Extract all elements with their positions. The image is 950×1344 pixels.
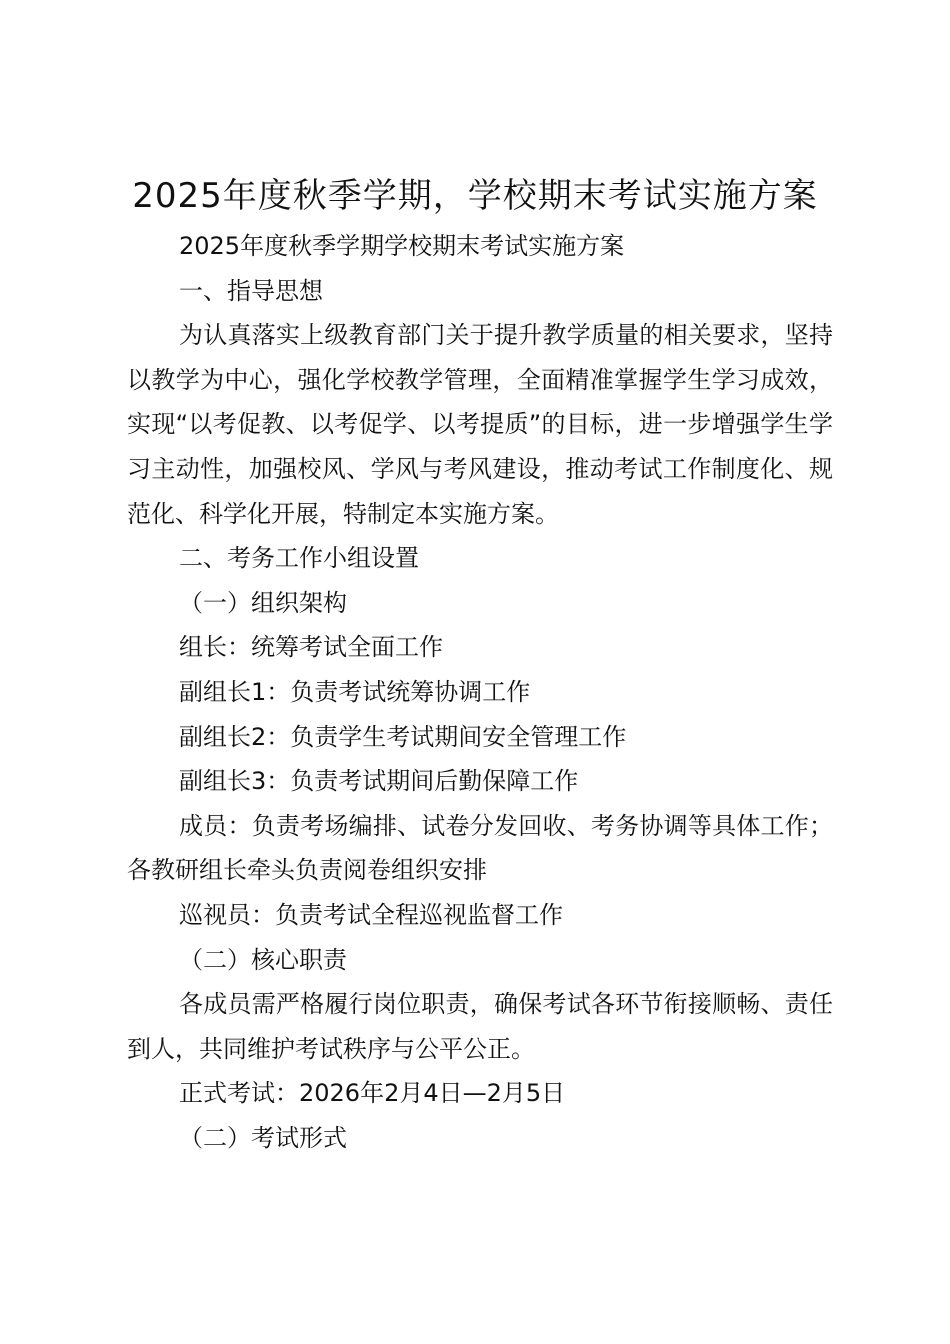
role-members: 成员：负责考场编排、试卷分发回收、考务协调等具体工作；各教研组长牵头负责阅卷组织安排 [127, 811, 833, 885]
role-inspector: 巡视员：负责考试全程巡视监督工作 [179, 900, 563, 929]
role-deputy-leader-2: 副组长2：负责学生考试期间安全管理工作 [179, 722, 627, 751]
section-heading-exam-team: 二、考务工作小组设置 [179, 544, 419, 573]
document-title: 2025年度秋季学期，学校期末考试实施方案 [132, 176, 818, 216]
role-deputy-leader-3: 副组长3：负责考试期间后勤保障工作 [179, 767, 579, 796]
subheading-exam-format: （二）考试形式 [179, 1123, 347, 1152]
exam-date-line: 正式考试：2026年2月4日—2月5日 [179, 1079, 566, 1108]
subtitle-paragraph: 2025年度秋季学期学校期末考试实施方案 [179, 232, 625, 260]
subheading-organization: （一）组织架构 [179, 588, 347, 617]
document-body [127, 224, 833, 1160]
core-duties-paragraph: 各成员需严格履行岗位职责，确保考试各环节衔接顺畅、责任到人，共同维护考试秩序与公平公正。 [127, 990, 833, 1063]
subheading-core-duties: （二）核心职责 [179, 945, 347, 974]
guiding-ideology-paragraph: 为认真落实上级教育部门关于提升教学质量的相关要求，坚持以教学为中心，强化学校教学管理，全面精准掌握学生学习成效，实现“以考促教、以考促学、以考提质”的目标，进一步增强学生学习主动性，加强校风、学风与考风建设，推动考试工作制度化、规范化、科学化开展，特制定本实施方案。 [127, 321, 833, 528]
role-team-leader: 组长：统筹考试全面工作 [179, 633, 443, 662]
section-heading-guiding-ideology: 一、指导思想 [179, 276, 323, 305]
role-deputy-leader-1: 副组长1：负责考试统筹协调工作 [179, 677, 531, 706]
